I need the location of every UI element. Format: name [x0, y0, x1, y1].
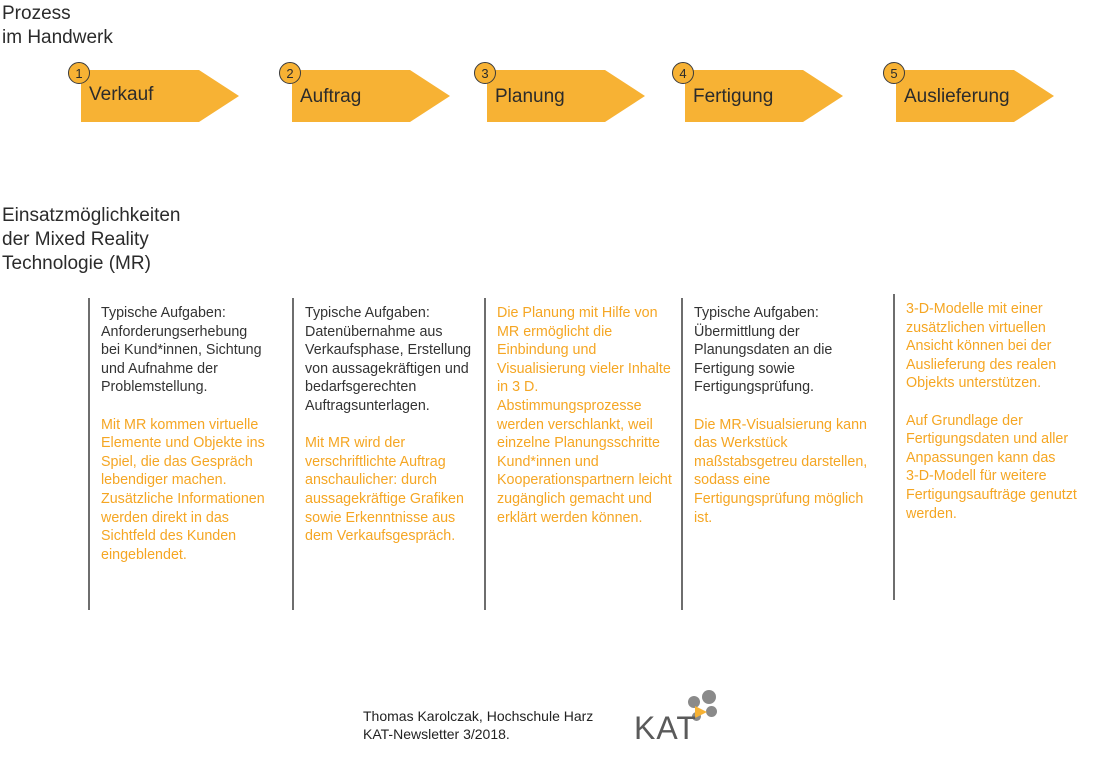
logo-text: KAT: [634, 710, 697, 746]
process-title: Prozess im Handwerk: [2, 3, 113, 48]
logo-dot-icon: [702, 690, 716, 704]
step-auslieferung: [890, 64, 1054, 122]
mr-section-title: Einsatzmöglichkeiten der Mixed Reality Technologie (MR): [2, 205, 181, 274]
mr-benefit-text: Die Planung mit Hilfe von MR ermöglicht die Einbindung und Visualisierung vieler Inhalte in 3 D. Abstimmungsprozesse werden verschlankt, weil einzelne Planungsschritte Kund*innen und Kooperationspartnern leicht zugänglich gemacht und erklärt werden können.: [497, 305, 672, 526]
step-label: Verkauf: [89, 84, 154, 105]
column-text: [497, 304, 687, 527]
column-verkauf: [88, 298, 265, 610]
mr-benefit-text: Die MR-Visualsierung kann das Werkstück maßstabsgetreu darstellen, sodass eine Fertigungsprüfung möglich ist.: [694, 416, 868, 526]
column-planung: [484, 298, 672, 610]
column-auftrag: [292, 298, 472, 610]
mr-benefit-text: 3-D-Modelle mit einer zusätzlichen virtuellen Ansicht können bei der Auslieferung des realen Objekts unterstützen. Auf Grundlage der Fertigungsdaten und aller Anpassungen kann das 3-D-Modell für weitere Fertigungsaufträge genutzt werden.: [906, 301, 1077, 522]
step-number-badge: 3: [474, 62, 496, 84]
step-number-badge: 2: [279, 62, 301, 84]
column-auslieferung: [893, 294, 1077, 600]
step-planung: [481, 64, 645, 122]
mr-benefit-text: Mit MR wird der verschriftlichte Auftrag anschaulicher: durch aussagekräftige Grafiken sowie Erkenntnisse aus dem Verkaufsgespräch.: [305, 435, 464, 545]
step-auftrag: [286, 64, 450, 122]
column-text: [101, 304, 281, 564]
column-text: [694, 304, 874, 527]
column-fertigung: [681, 298, 868, 610]
step-label: Planung: [495, 86, 565, 107]
step-label: Auslieferung: [904, 86, 1010, 107]
source-credit: Thomas Karolczak, Hochschule Harz KAT-Newsletter 3/2018.: [363, 708, 594, 742]
column-text: [906, 300, 1100, 523]
step-number-badge: 1: [68, 62, 90, 84]
step-number-badge: 4: [672, 62, 694, 84]
tasks-text: Typische Aufgaben: Anforderungserhebung bei Kund*innen, Sichtung und Aufnahme der Problemstellung.: [101, 305, 262, 396]
mr-benefit-text: Mit MR kommen virtuelle Elemente und Objekte ins Spiel, die das Gespräch lebendiger machen. Zusätzliche Informationen werden direkt in das Sichtfeld des Kunden eingeblendet.: [101, 416, 265, 563]
kat-logo: [632, 688, 722, 748]
step-number-badge: 5: [883, 62, 905, 84]
step-fertigung: [679, 64, 843, 122]
tasks-text: Typische Aufgaben: Datenübernahme aus Verkaufsphase, Erstellung von aussagekräftigen und bedarfsgerechten Auftragsunterlagen.: [305, 305, 472, 414]
tasks-text: Typische Aufgaben: Übermittlung der Planungsdaten an die Fertigung sowie Fertigungsprüfung.: [694, 305, 833, 396]
step-verkauf: [75, 64, 239, 122]
logo-dot-icon: [706, 706, 717, 717]
step-label: Fertigung: [693, 86, 774, 107]
column-text: [305, 304, 485, 546]
step-label: Auftrag: [300, 86, 362, 107]
